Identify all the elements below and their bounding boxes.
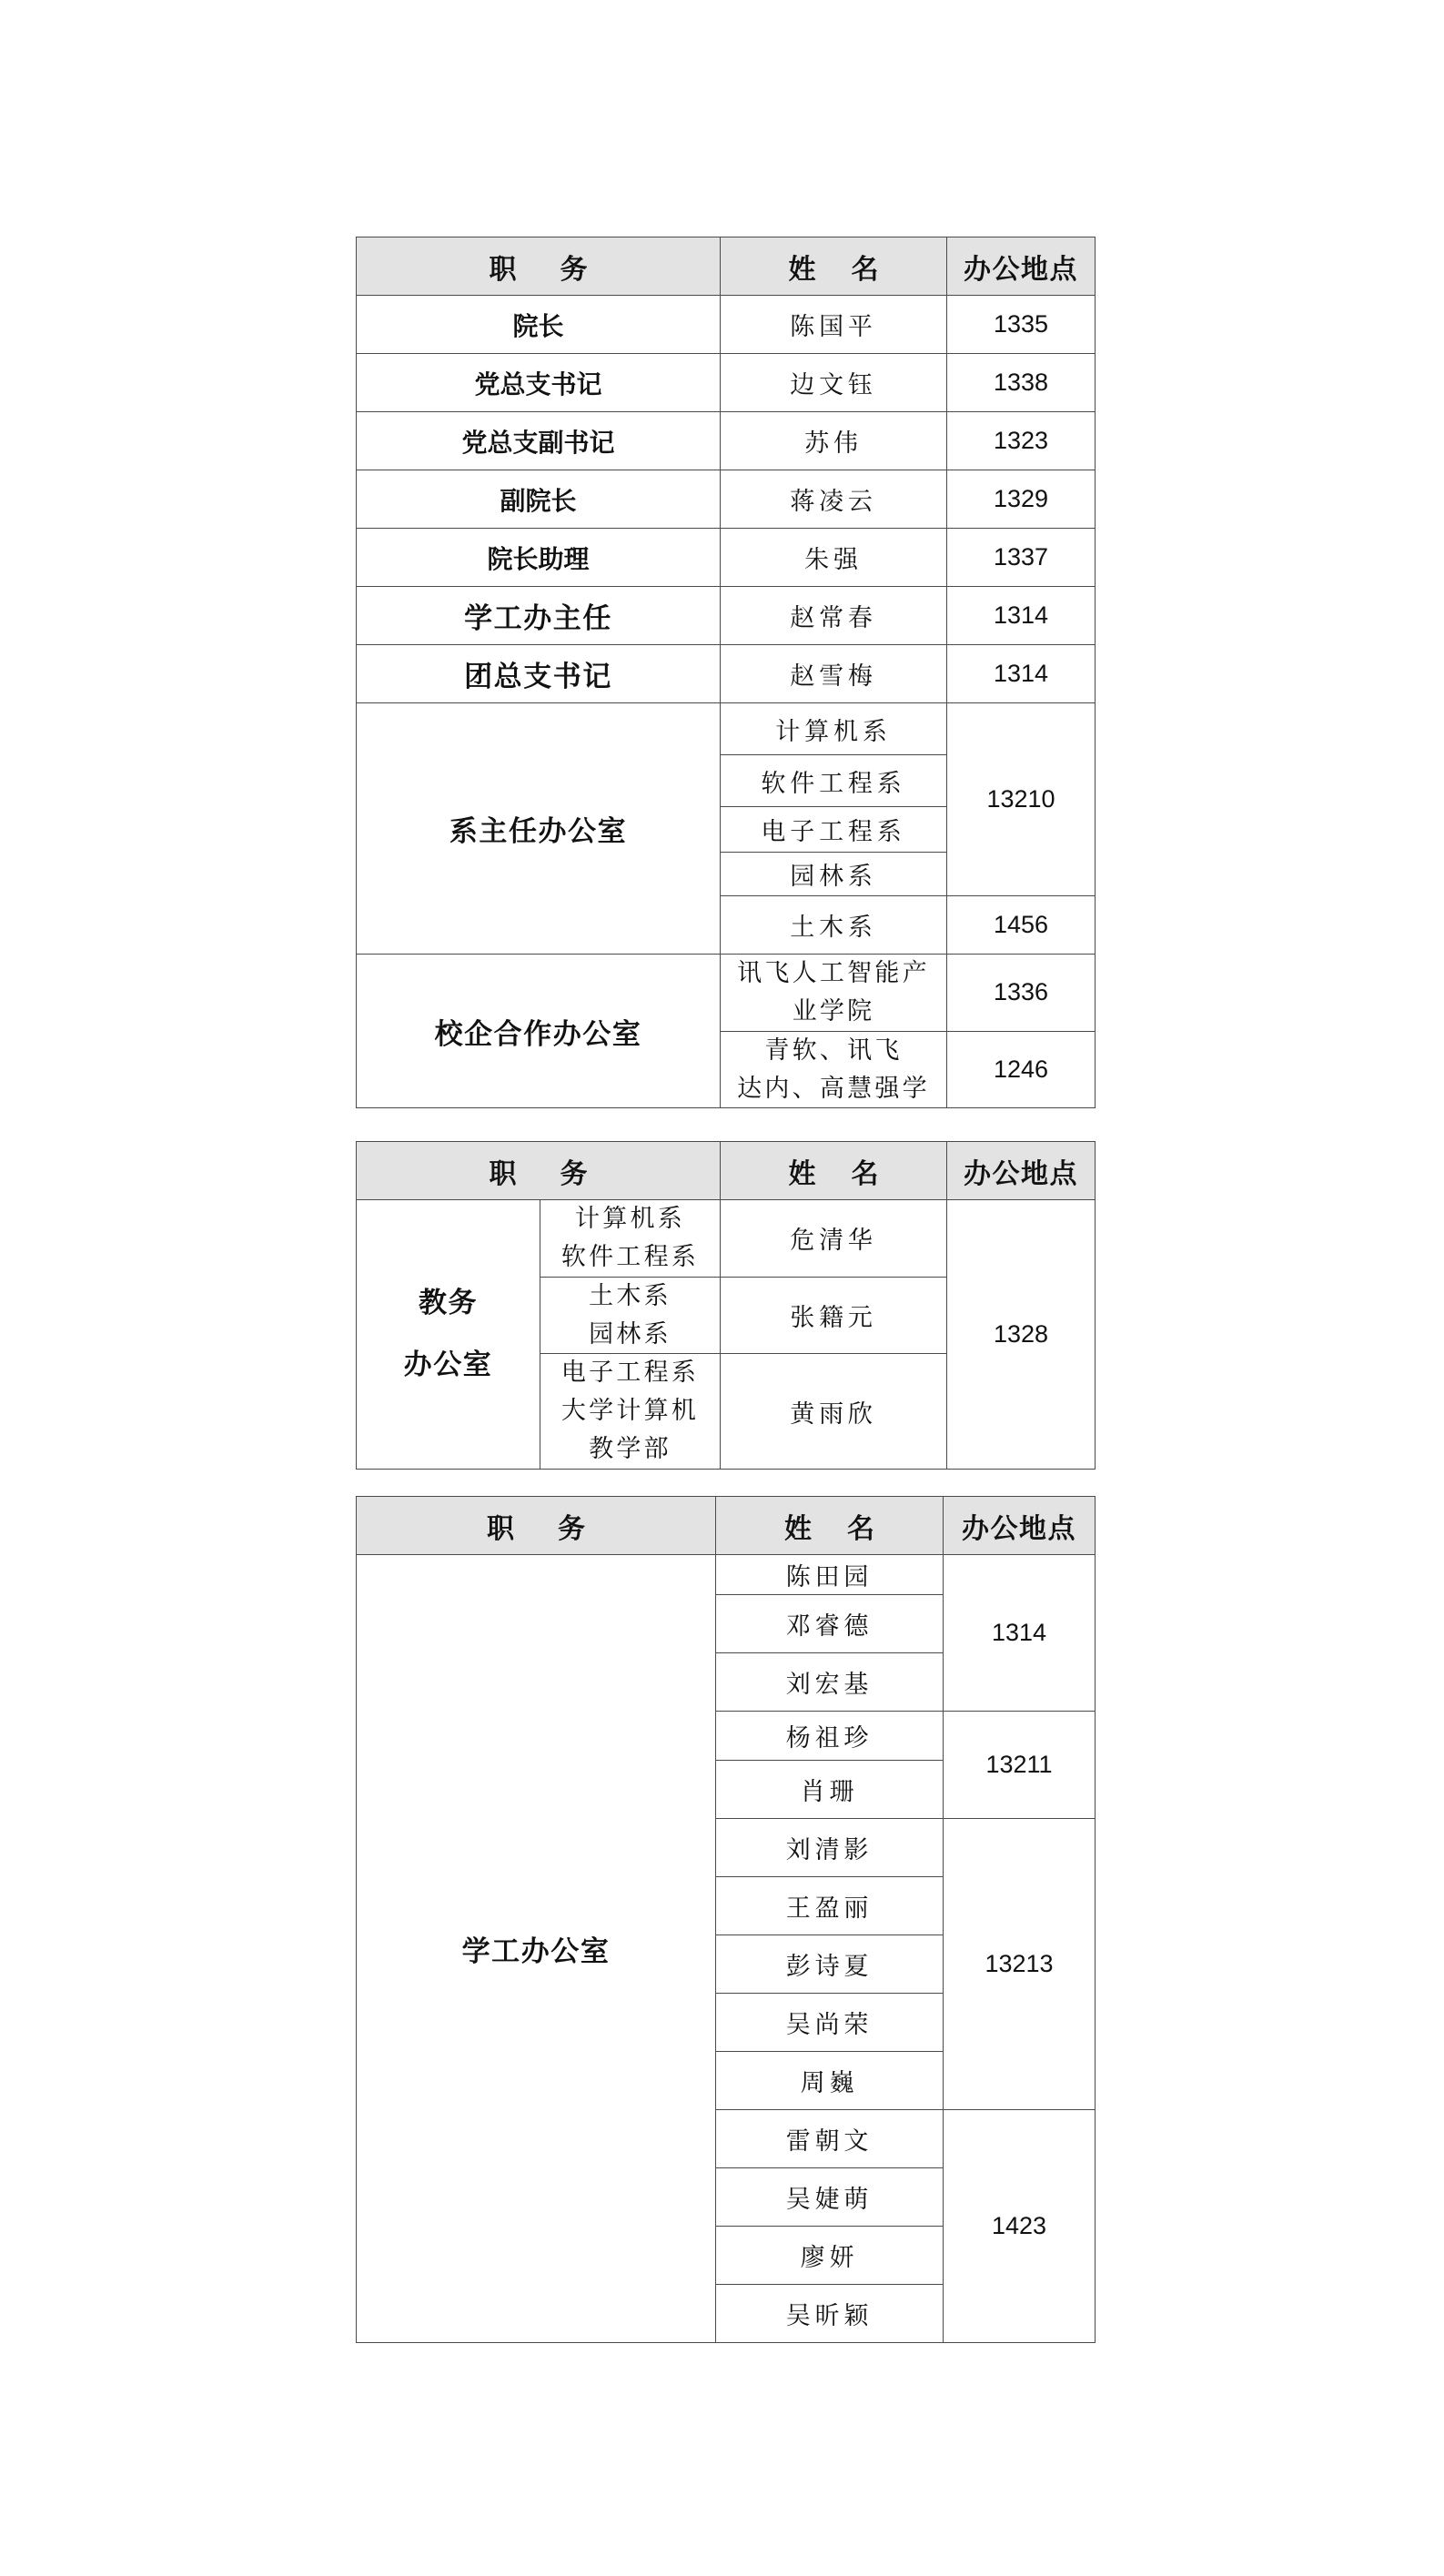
name-cell: 周巍: [716, 2052, 944, 2110]
dept-office-position: 系主任办公室: [357, 703, 721, 955]
academic-office-line: 教务: [418, 1287, 479, 1320]
academic-office-line: 办公室: [403, 1349, 493, 1382]
dept-office-row: [357, 703, 1096, 755]
dept-cell: 计算机系: [721, 703, 947, 755]
location-cell: 1329: [947, 470, 1096, 529]
header-name: 姓名: [721, 237, 947, 296]
coop-partner-cell: [721, 955, 947, 1032]
dept-office-location: 13210: [947, 703, 1096, 896]
name-cell: 肖珊: [716, 1761, 944, 1819]
dept-line: 电子工程系: [560, 1359, 700, 1388]
dept-cell: 电子工程系: [721, 807, 947, 853]
coop-partner-cell: [721, 1031, 947, 1108]
name-cell: 危清华: [721, 1200, 947, 1278]
coop-partner-line: 青软、讯飞: [764, 1035, 903, 1065]
name-cell: 邓睿德: [716, 1595, 944, 1653]
table-row: [357, 645, 1096, 703]
academic-affairs-table: [356, 1141, 1096, 1470]
position-cell: 院长: [357, 296, 721, 354]
name-cell: 杨祖珍: [716, 1712, 944, 1761]
position-cell: 党总支书记: [357, 354, 721, 412]
table-row: [357, 1555, 1096, 1595]
coop-office-position: 校企合作办公室: [357, 955, 721, 1108]
name-cell: 吴婕萌: [716, 2168, 944, 2227]
position-cell: 党总支副书记: [357, 412, 721, 470]
position-cell: 副院长: [357, 470, 721, 529]
name-cell: 彭诗夏: [716, 1935, 944, 1994]
dept-cell: [540, 1200, 721, 1278]
location-cell: 1314: [947, 645, 1096, 703]
dept-cell: 土木系: [721, 896, 947, 955]
location-cell: 1328: [947, 1200, 1096, 1470]
header-position: 职务: [357, 1142, 721, 1200]
coop-partner-line: 讯飞人工智能产: [737, 959, 930, 987]
coop-office-row: [357, 955, 1096, 1032]
leadership-table: [356, 237, 1096, 1108]
student-affairs-table: [356, 1496, 1096, 2343]
table-row: [357, 529, 1096, 587]
name-cell: 黄雨欣: [721, 1354, 947, 1470]
name-cell: 陈田园: [716, 1555, 944, 1595]
dept-cell: [540, 1354, 721, 1470]
name-cell: 边文钰: [721, 354, 947, 412]
location-cell: 13211: [944, 1712, 1096, 1819]
coop-location-cell: 1336: [947, 955, 1096, 1032]
table-row: [357, 412, 1096, 470]
table-row: [357, 587, 1096, 645]
name-cell: 王盈丽: [716, 1877, 944, 1935]
name-cell: 廖妍: [716, 2227, 944, 2285]
location-cell: 13213: [944, 1819, 1096, 2110]
table-header-row: [357, 1497, 1096, 1555]
table-row: [357, 470, 1096, 529]
academic-office-cell: [357, 1200, 540, 1470]
name-cell: 朱强: [721, 529, 947, 587]
table-header-row: [357, 1142, 1096, 1200]
student-office-cell: 学工办公室: [357, 1555, 716, 2343]
name-cell: 张籍元: [721, 1277, 947, 1354]
location-cell: 1423: [944, 2110, 1096, 2343]
name-cell: 刘清影: [716, 1819, 944, 1877]
location-cell: 1338: [947, 354, 1096, 412]
dept-office-location-civil: 1456: [947, 896, 1096, 955]
coop-partner-line: 达内、高慧强学: [737, 1074, 930, 1103]
header-position: 职务: [357, 1497, 716, 1555]
table-row: [357, 354, 1096, 412]
header-location: 办公地点: [947, 1142, 1096, 1200]
name-cell: 吴昕颖: [716, 2285, 944, 2343]
table-row: [357, 296, 1096, 354]
dept-line: 计算机系: [575, 1205, 685, 1233]
position-cell: 学工办主任: [357, 587, 721, 645]
header-location: 办公地点: [947, 237, 1096, 296]
dept-cell: 园林系: [721, 853, 947, 896]
dept-line: 教学部: [589, 1435, 672, 1464]
name-cell: 赵常春: [721, 587, 947, 645]
name-cell: 陈国平: [721, 296, 947, 354]
table-row: [357, 1200, 1096, 1278]
coop-location-cell: 1246: [947, 1031, 1096, 1108]
name-cell: 雷朝文: [716, 2110, 944, 2168]
location-cell: 1314: [947, 587, 1096, 645]
dept-cell: [540, 1277, 721, 1354]
location-cell: 1323: [947, 412, 1096, 470]
name-cell: 赵雪梅: [721, 645, 947, 703]
name-cell: 刘宏基: [716, 1653, 944, 1712]
header-name: 姓名: [721, 1142, 947, 1200]
header-name: 姓名: [716, 1497, 944, 1555]
dept-line: 园林系: [589, 1319, 672, 1349]
location-cell: 1337: [947, 529, 1096, 587]
dept-line: 软件工程系: [560, 1242, 700, 1271]
coop-partner-line: 业学院: [792, 996, 875, 1025]
position-cell: 院长助理: [357, 529, 721, 587]
dept-cell: 软件工程系: [721, 755, 947, 807]
name-cell: 吴尚荣: [716, 1994, 944, 2052]
location-cell: 1335: [947, 296, 1096, 354]
table-header-row: [357, 237, 1096, 296]
location-cell: 1314: [944, 1555, 1096, 1712]
dept-line: 大学计算机: [560, 1397, 700, 1426]
dept-line: 土木系: [589, 1281, 672, 1310]
position-cell: 团总支书记: [357, 645, 721, 703]
header-position: 职务: [357, 237, 721, 296]
name-cell: 苏伟: [721, 412, 947, 470]
name-cell: 蒋凌云: [721, 470, 947, 529]
header-location: 办公地点: [944, 1497, 1096, 1555]
